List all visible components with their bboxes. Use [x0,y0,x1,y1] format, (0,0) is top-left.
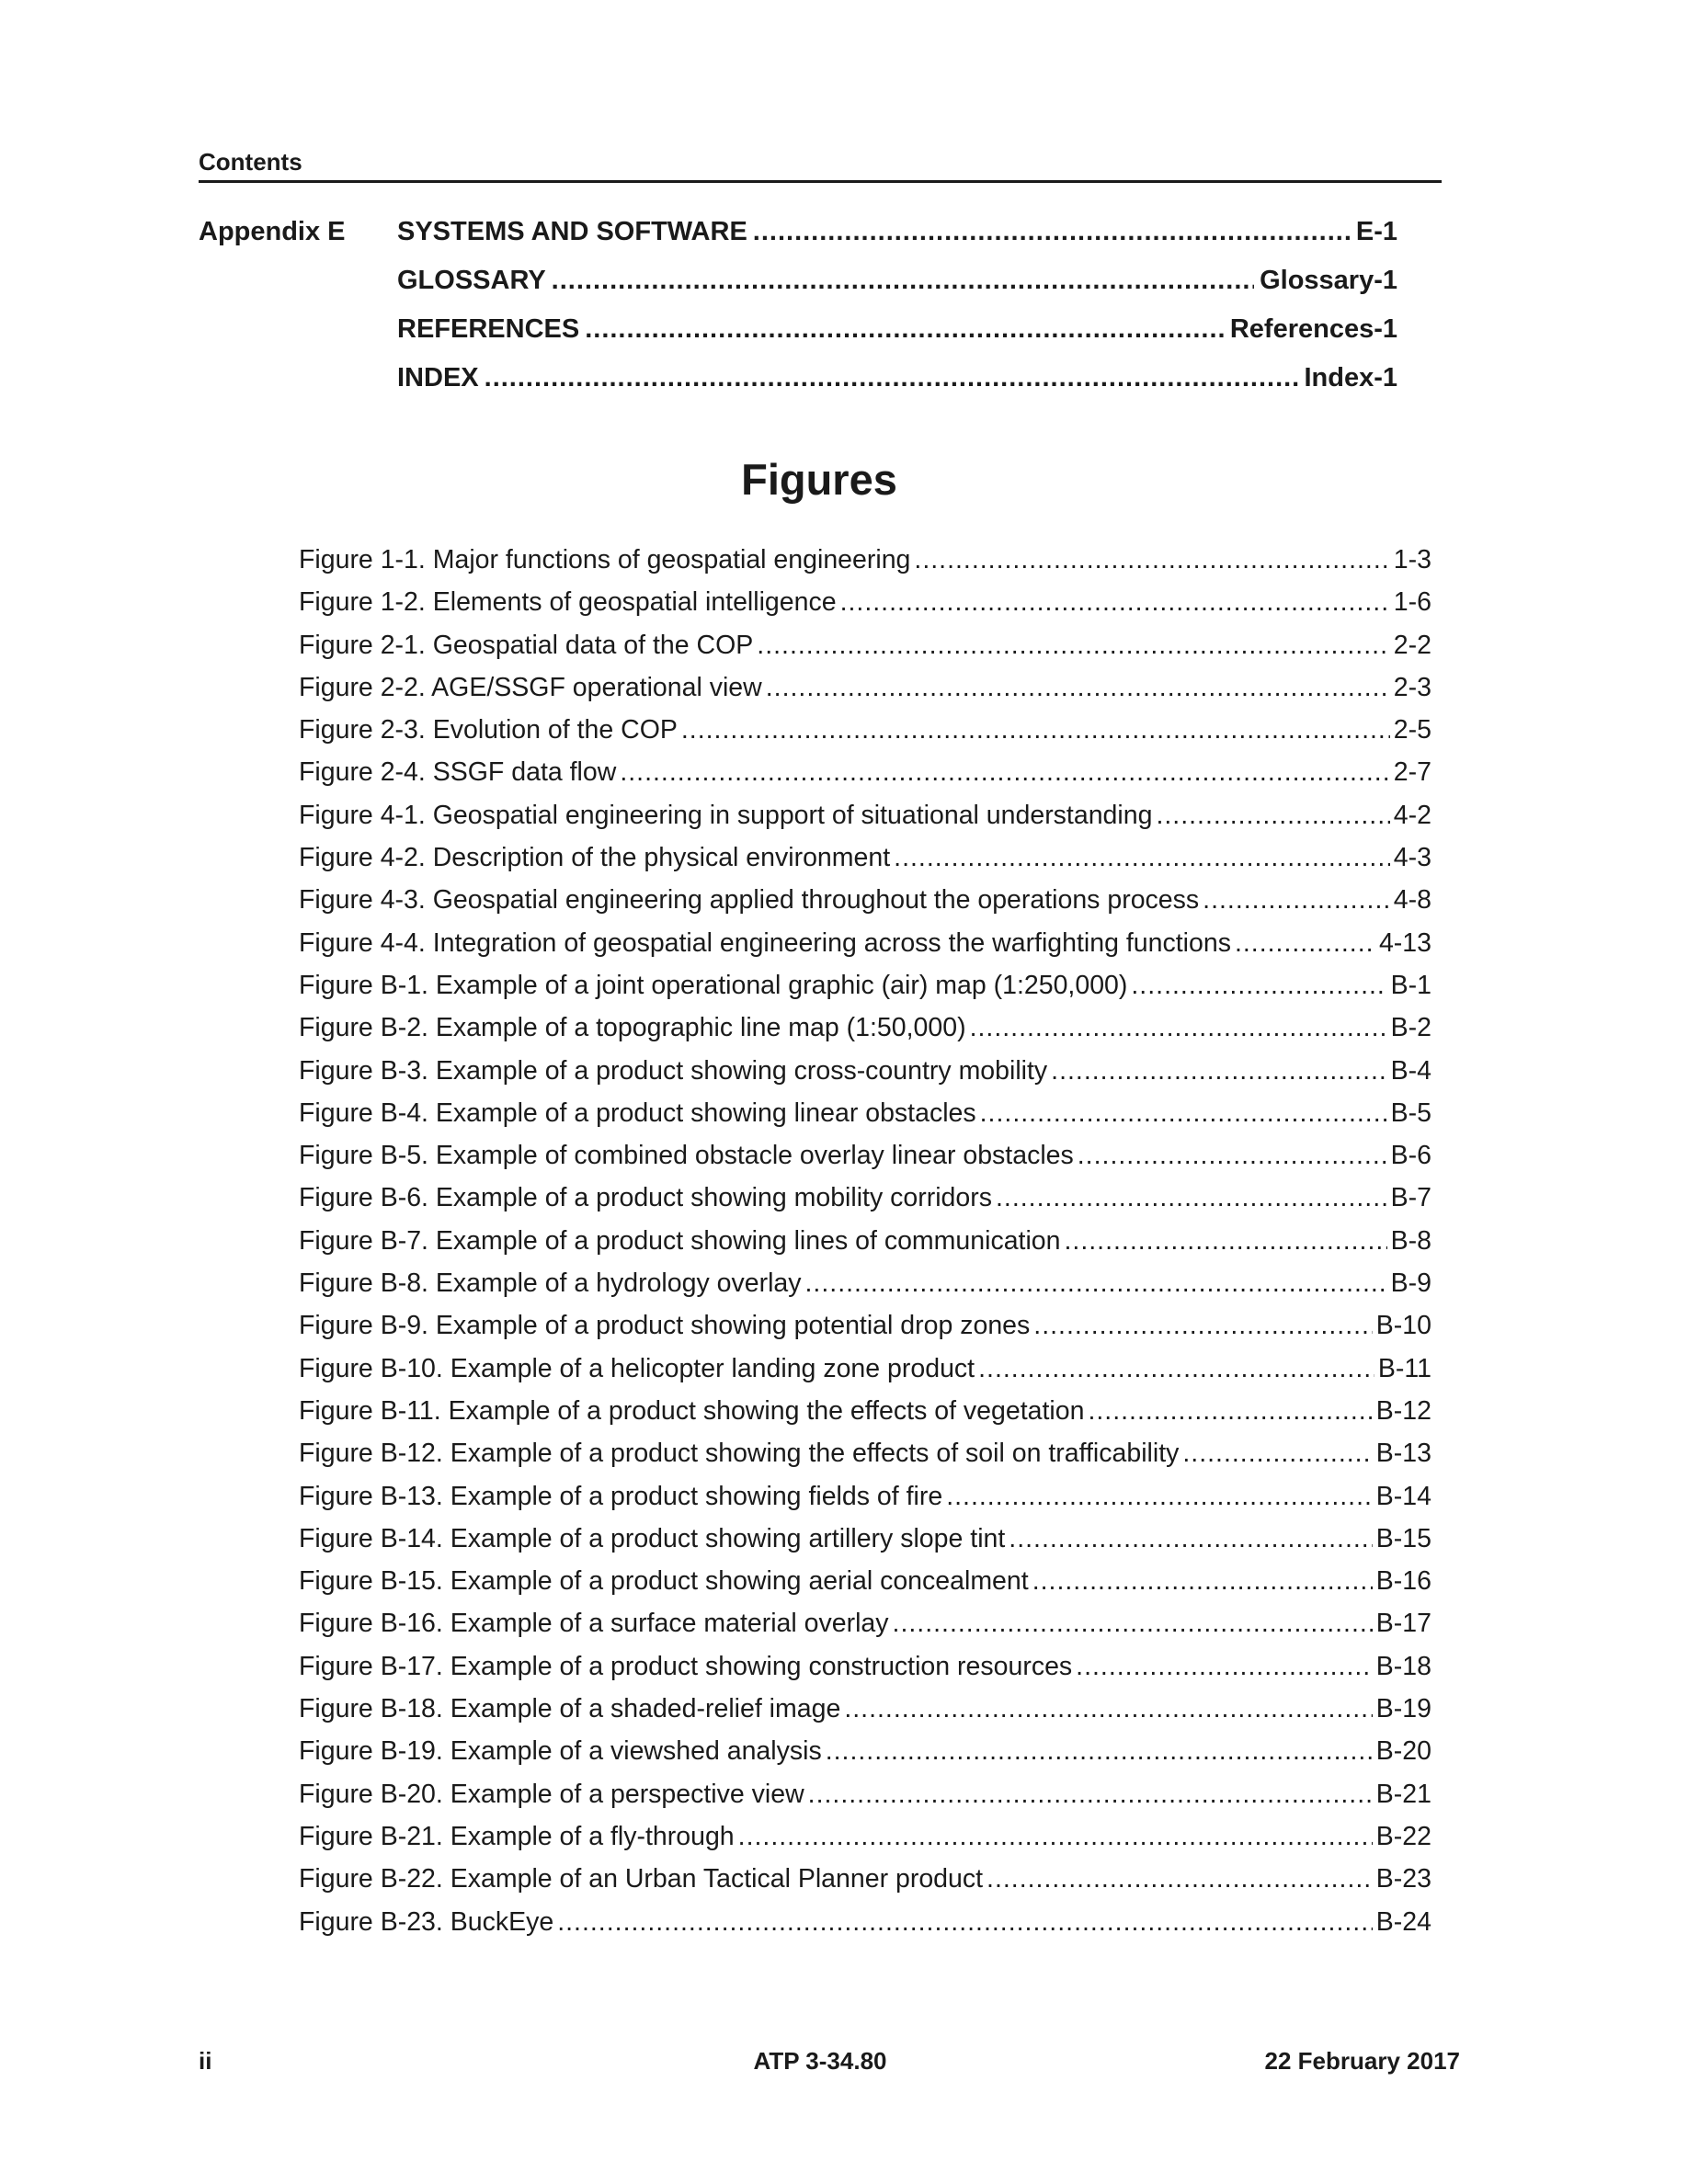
toc-entry[interactable] [199,305,1397,354]
figure-title: Figure B-22. Example of an Urban Tactical Planner product [299,1864,984,1894]
appendix-toc-block [199,208,1397,403]
figure-page: 4-2 [1393,800,1431,830]
figure-list-item[interactable] [299,922,1431,964]
figure-list-item[interactable] [299,1730,1431,1772]
figure-title: Figure B-18. Example of a shaded-relief image [299,1694,841,1724]
dot-leader [552,256,1254,305]
figure-title: Figure 1-1. Major functions of geospatial engineering [299,545,911,574]
figure-title: Figure 2-2. AGE/SSGF operational view [299,672,762,702]
toc-entry-title: GLOSSARY [397,266,546,295]
figure-title: Figure 2-1. Geospatial data of the COP [299,630,754,660]
figure-page: B-19 [1375,1694,1431,1724]
figure-page: B-8 [1390,1225,1431,1256]
figure-list-item[interactable] [299,581,1431,623]
figure-title: Figure B-17. Example of a product showing construction resources [299,1651,1073,1681]
figure-page: 1-6 [1393,587,1431,618]
figure-list-item[interactable] [299,624,1431,666]
dot-leader [894,836,1390,879]
figure-title: Figure B-11. Example of a product showing the effects of vegetation [299,1395,1085,1426]
figure-title: Figure B-13. Example of a product showing fields of fire [299,1481,943,1511]
figure-title: Figure B-3. Example of a product showing cross-country mobility [299,1055,1048,1086]
figure-title: Figure 4-1. Geospatial engineering in support of situational understanding [299,800,1153,830]
figure-page: B-5 [1390,1098,1431,1128]
figure-list-item[interactable] [299,1518,1431,1560]
figure-title: Figure B-14. Example of a product showing artillery slope tint [299,1523,1006,1553]
dot-leader [757,624,1390,666]
figure-list-item[interactable] [299,1092,1431,1134]
figure-page: 4-13 [1378,927,1431,958]
dot-leader [738,1815,1373,1858]
figure-list-item[interactable] [299,1262,1431,1304]
dot-leader [753,208,1351,256]
figure-title: Figure B-15. Example of a product showing aerial concealment [299,1566,1029,1597]
figure-page: 2-3 [1393,672,1431,702]
dot-leader [1033,1304,1373,1347]
figure-list-item[interactable] [299,1050,1431,1092]
figure-page: B-9 [1390,1268,1431,1299]
toc-entry-page: E-1 [1355,217,1397,246]
figure-list-item[interactable] [299,1815,1431,1858]
footer-date: 22 February 2017 [1264,2047,1460,2075]
dot-leader [914,539,1389,581]
dot-leader [1203,879,1390,921]
figure-list-item[interactable] [299,1773,1431,1815]
figure-list-item[interactable] [299,1560,1431,1602]
figure-page: 2-7 [1393,757,1431,788]
figure-page: 4-8 [1393,885,1431,916]
figure-page: B-23 [1375,1864,1431,1894]
toc-entry-line [397,208,1397,256]
figure-list-item[interactable] [299,1432,1431,1474]
figure-list-item[interactable] [299,1858,1431,1900]
figure-title: Figure 2-3. Evolution of the COP [299,715,678,745]
dot-leader [1235,922,1375,964]
dot-leader [805,1262,1387,1304]
figure-list-item[interactable] [299,836,1431,879]
figure-list-item[interactable] [299,1220,1431,1262]
figure-page: B-13 [1375,1439,1431,1469]
figure-page: B-21 [1375,1779,1431,1809]
dot-leader [1088,1390,1372,1432]
figure-list-item[interactable] [299,1688,1431,1730]
toc-entry-page: Glossary-1 [1260,266,1397,295]
figure-list-item[interactable] [299,1007,1431,1049]
dot-leader [1078,1134,1387,1177]
dot-leader [557,1901,1373,1943]
figure-title: Figure B-4. Example of a product showing linear obstacles [299,1098,976,1128]
figure-page: 2-5 [1393,715,1431,745]
toc-entry-line [397,256,1397,305]
dot-leader [826,1730,1373,1772]
toc-entry-line [397,354,1397,403]
figure-title: Figure B-19. Example of a viewshed analysis [299,1736,822,1767]
figure-page: B-16 [1375,1566,1431,1597]
dot-leader [681,709,1390,751]
dot-leader [485,354,1299,403]
figure-title: Figure B-8. Example of a hydrology overlay [299,1268,802,1299]
dot-leader [1051,1050,1386,1092]
figure-title: Figure 1-2. Elements of geospatial intelligence [299,587,837,618]
figure-page: B-2 [1390,1013,1431,1043]
figure-page: B-20 [1375,1736,1431,1767]
figure-title: Figure 2-4. SSGF data flow [299,757,617,788]
dot-leader [766,666,1390,709]
toc-entry[interactable] [199,256,1397,305]
dot-leader [1009,1518,1373,1560]
dot-leader [1131,964,1386,1007]
figure-list-item[interactable] [299,1177,1431,1219]
dot-leader [585,305,1225,354]
figure-title: Figure B-21. Example of a fly-through [299,1821,735,1851]
dot-leader [970,1007,1387,1049]
figure-title: Figure B-2. Example of a topographic line map (1:50,000) [299,1013,966,1043]
figure-list-item[interactable] [299,666,1431,709]
figure-list-item[interactable] [299,1901,1431,1943]
appendix-label: Appendix E [199,217,346,246]
dot-leader [808,1773,1373,1815]
figure-page: 4-3 [1393,843,1431,873]
dot-leader [844,1688,1372,1730]
figure-title: Figure B-16. Example of a surface material overlay [299,1609,889,1639]
figure-list-item[interactable] [299,1304,1431,1347]
toc-entry[interactable] [199,354,1397,403]
figure-title: Figure B-10. Example of a helicopter landing zone product [299,1353,975,1383]
toc-entry-page: References-1 [1229,314,1397,344]
toc-entry-title: INDEX [397,363,479,392]
footer-publication: ATP 3-34.80 [753,2047,887,2075]
figure-title: Figure 4-4. Integration of geospatial engineering across the warfighting functions [299,927,1231,958]
figure-page: B-12 [1375,1395,1431,1426]
figure-list-item[interactable] [299,1390,1431,1432]
figure-page: B-4 [1390,1055,1431,1086]
figure-page: B-11 [1377,1353,1431,1383]
figure-page: B-10 [1375,1311,1431,1341]
dot-leader [840,581,1390,623]
figure-title: Figure B-7. Example of a product showing lines of communication [299,1225,1061,1256]
figure-list-item[interactable] [299,1475,1431,1518]
dot-leader [987,1858,1373,1900]
dot-leader [996,1177,1387,1219]
figure-list-item[interactable] [299,879,1431,921]
dot-leader [1156,794,1389,836]
toc-entry-title: SYSTEMS AND SOFTWARE [397,217,747,246]
dot-leader [978,1348,1374,1390]
dot-leader [1182,1432,1372,1474]
figure-page: B-6 [1390,1141,1431,1171]
figure-title: Figure B-12. Example of a product showing the effects of soil on trafficability [299,1439,1180,1469]
figure-list-item[interactable] [299,1602,1431,1644]
dot-leader [1032,1560,1373,1602]
dot-leader [1076,1645,1373,1688]
figure-list-item[interactable] [299,539,1431,581]
dot-leader [946,1475,1373,1518]
figures-heading: Figures [741,455,897,504]
figure-title: Figure B-5. Example of combined obstacle overlay linear obstacles [299,1141,1074,1171]
figure-list-item[interactable] [299,709,1431,751]
figure-title: Figure B-23. BuckEye [299,1906,554,1937]
dot-leader [1065,1220,1387,1262]
running-header-title: Contents [199,148,302,176]
figure-list-item[interactable] [299,794,1431,836]
toc-entry-page: Index-1 [1304,363,1397,392]
figures-list [299,539,1431,1943]
figure-list-item[interactable] [299,751,1431,793]
figure-title: Figure B-1. Example of a joint operational graphic (air) map (1:250,000) [299,970,1128,1000]
toc-entry[interactable] [199,208,1397,256]
toc-entry-line [397,305,1397,354]
figure-list-item[interactable] [299,1348,1431,1390]
figure-page: 2-2 [1393,630,1431,660]
figure-page: B-17 [1375,1609,1431,1639]
figure-page: B-24 [1375,1906,1431,1937]
figure-page: 1-3 [1393,545,1431,574]
running-header [199,147,1442,183]
figure-title: Figure B-9. Example of a product showing potential drop zones [299,1311,1031,1341]
dot-leader [893,1602,1373,1644]
figure-page: B-18 [1375,1651,1431,1681]
dot-leader [620,751,1389,793]
figure-title: Figure 4-3. Geospatial engineering applied throughout the operations process [299,885,1200,916]
figure-page: B-14 [1375,1481,1431,1511]
figure-title: Figure B-20. Example of a perspective view [299,1779,804,1809]
figure-page: B-1 [1390,970,1431,1000]
figure-title: Figure B-6. Example of a product showing mobility corridors [299,1183,992,1213]
figure-list-item[interactable] [299,1645,1431,1688]
dot-leader [980,1092,1387,1134]
page-footer [199,2042,1460,2079]
figure-page: B-7 [1390,1183,1431,1213]
figure-page: B-22 [1375,1821,1431,1851]
figure-title: Figure 4-2. Description of the physical environment [299,843,891,873]
footer-page-number: ii [199,2047,212,2075]
figure-page: B-15 [1375,1523,1431,1553]
figure-list-item[interactable] [299,1134,1431,1177]
figure-list-item[interactable] [299,964,1431,1007]
toc-entry-title: REFERENCES [397,314,580,344]
